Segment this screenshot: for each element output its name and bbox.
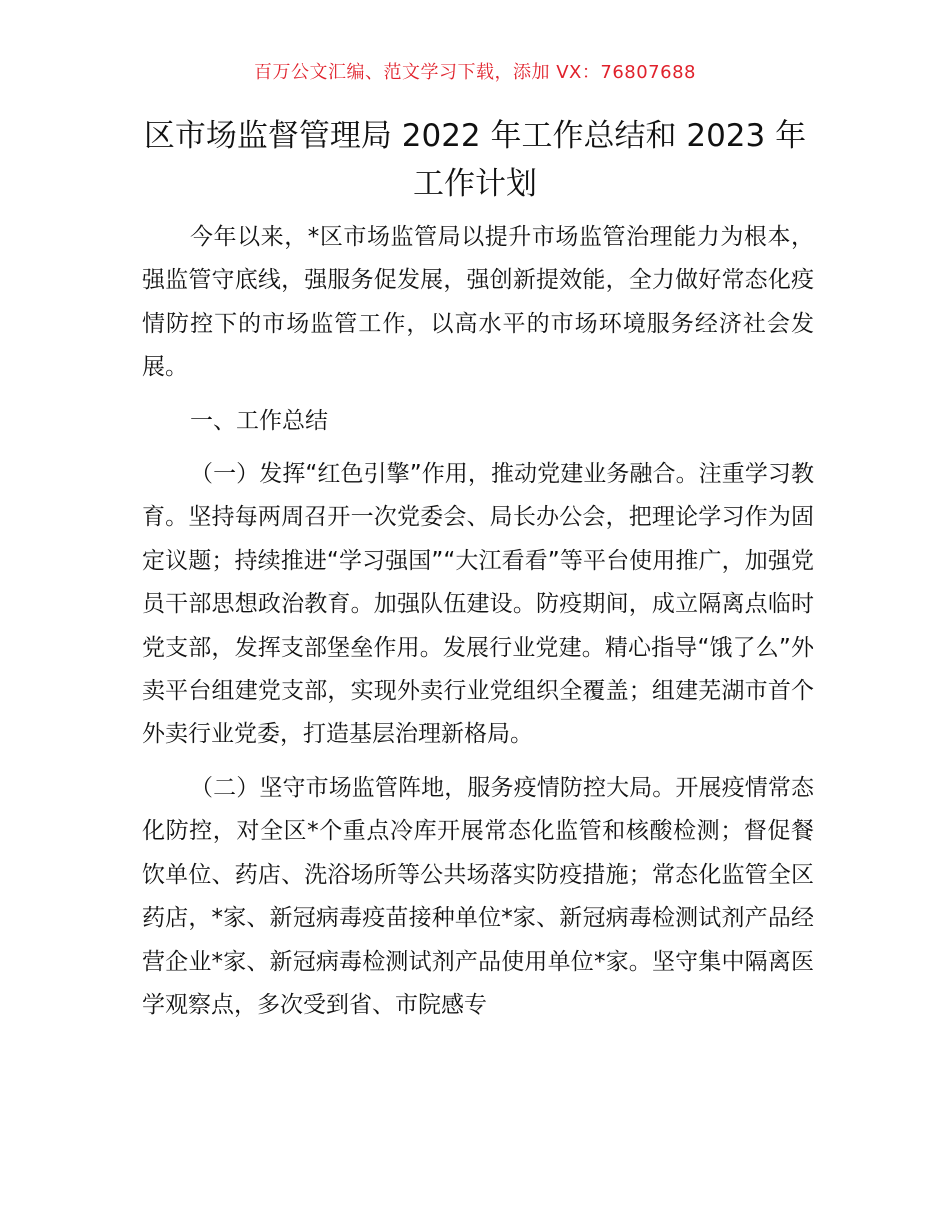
- header-banner: 百万公文汇编、范文学习下载，添加 VX：76807688: [254, 62, 696, 83]
- title-line-2: 工作计划: [413, 166, 537, 202]
- paragraph-epidemic-control: （二）坚守市场监管阵地，服务疫情防控大局。开展疫情常态化防控，对全区*个重点冷库开展常态化监管和核酸检测；督促餐饮单位、药店、洗浴场所等公共场落实防疫措施；常态化监管全区药店，*家、新冠病毒疫苗接种单位*家、新冠病毒检测试剂产品经营企业*家、新冠病毒检测试剂产品使用单位*家。坚守集中隔离医学观察点，多次受到省、市院感专: [142, 774, 814, 1018]
- document-body: [142, 216, 814, 1037]
- paragraph-party-building: （一）发挥“红色引擎”作用，推动党建业务融合。注重学习教育。坚持每两周召开一次党委会、局长办公会，把理论学习作为固定议题；持续推进“学习强国”“大江看看”等平台使用推广，加强党员干部思想政治教育。加强队伍建设。防疫期间，成立隔离点临时党支部，发挥支部堡垒作用。发展行业党建。精心指导“饿了么”外卖平台组建党支部，实现外卖行业党组织全覆盖；组建芜湖市首个外卖行业党委，打造基层治理新格局。: [142, 461, 814, 748]
- intro-paragraph: 今年以来，*区市场监管局以提升市场监管治理能力为根本，强监管守底线，强服务促发展，强创新提效能，全力做好常态化疫情防控下的市场监管工作，以高水平的市场环境服务经济社会发展。: [142, 224, 814, 381]
- title-line-1: 区市场监督管理局 2022 年工作总结和 2023 年: [143, 118, 807, 154]
- section-heading: 一、工作总结: [190, 407, 328, 434]
- document-title: [110, 112, 840, 208]
